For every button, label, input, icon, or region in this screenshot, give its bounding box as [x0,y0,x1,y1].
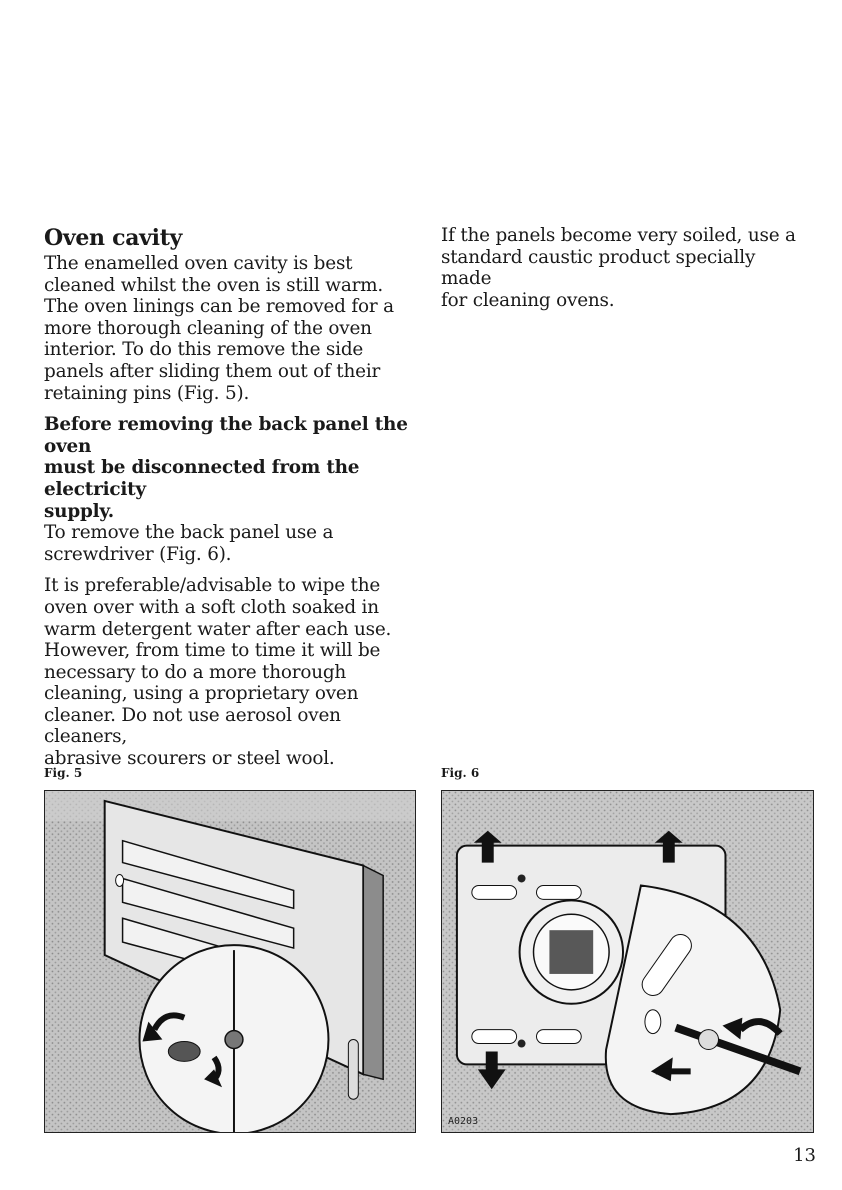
fig5-illustration [44,790,416,1133]
left-column [44,225,424,780]
soiled-panels-paragraph: If the panels become very soiled, use a standard caustic product specially made for cleaning ovens. [441,225,796,311]
warning-paragraph: Before removing the back panel the oven must be disconnected from the electricity supply. [44,414,408,522]
intro-paragraph: The enamelled oven cavity is best cleaned whilst the oven is still warm. The oven linings can be removed for a more thorough cleaning of the oven interior. To do this remove the side panels after sliding them out of their retaining pins (Fig. 5). [44,253,394,404]
right-column [441,225,811,321]
fig6-drawing [442,791,813,1132]
back-panel-paragraph: To remove the back panel use a screwdriver (Fig. 6). [44,522,334,565]
section-heading: Oven cavity [44,225,183,251]
cleaning-paragraph: It is preferable/advisable to wipe the oven over with a soft cloth soaked in warm detergent water after each use. However, from time to time it will be necessary to do a more thorough cleaning, using a proprietary oven cleaner. Do not use aerosol oven cleaners, abrasive scourers or steel wool. [44,575,392,770]
fig6-illustration [441,790,814,1133]
fig5-label: Fig. 5 [44,766,83,780]
fig6-label: Fig. 6 [441,766,480,780]
page-number: 13 [793,1145,816,1166]
fig6-code: A0203 [448,1116,479,1127]
fig5-drawing [45,791,415,1132]
